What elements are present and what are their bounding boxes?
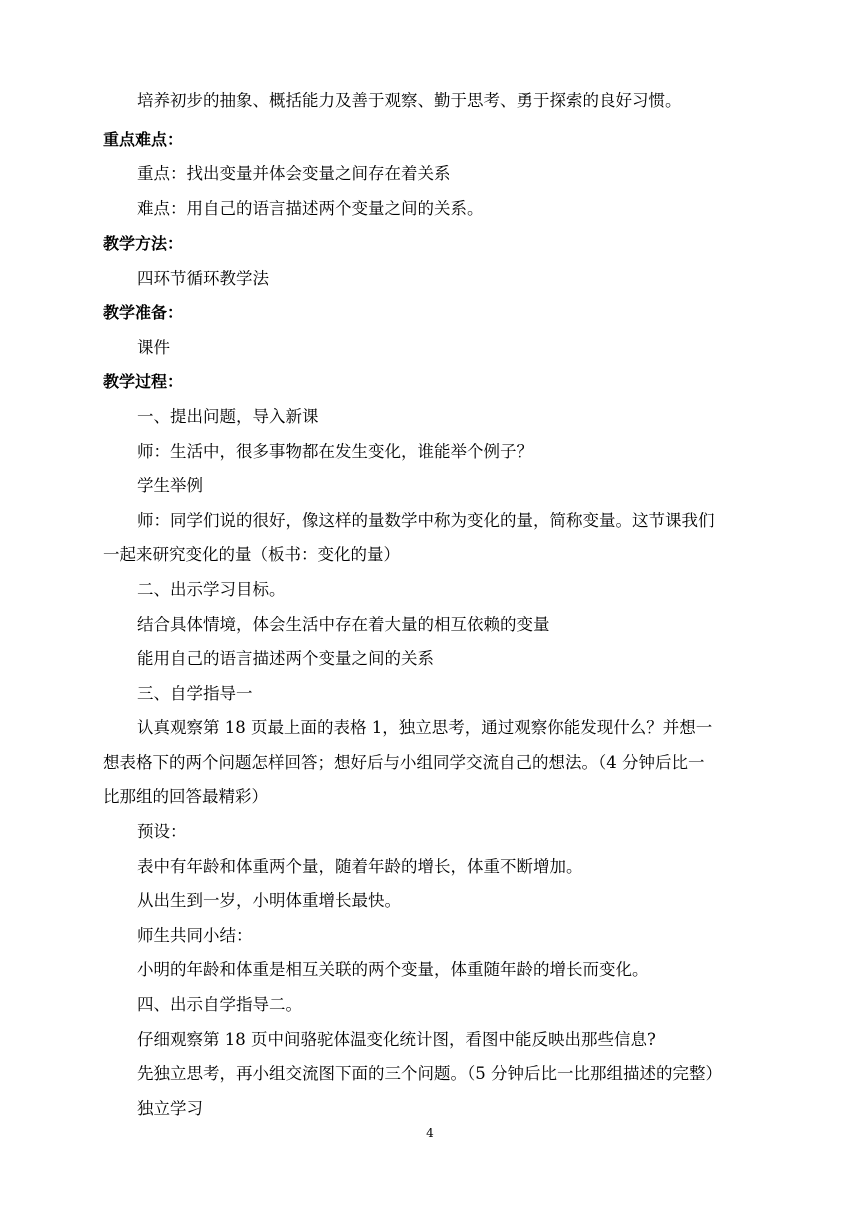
paragraph-courseware: 课件 [137, 338, 170, 357]
paragraph-preset: 预设： [137, 822, 187, 841]
paragraph-guide-1-line-3: 比那组的回答最精彩） [103, 787, 268, 806]
paragraph-key-point: 重点：找出变量并体会变量之间存在着关系 [137, 164, 451, 183]
paragraph-summary-label: 师生共同小结： [137, 926, 253, 945]
section-four-title: 四、出示自学指导二。 [137, 995, 302, 1014]
heading-key-difficult-points: 重点难点： [103, 130, 184, 149]
paragraph-student-examples: 学生举例 [137, 476, 203, 495]
paragraph-independent-study: 独立学习 [137, 1099, 203, 1118]
section-two-title: 二、出示学习目标。 [137, 580, 286, 599]
paragraph-goal-1: 结合具体情境，体会生活中存在着大量的相互依赖的变量 [137, 615, 550, 634]
paragraph-goal-2: 能用自己的语言描述两个变量之间的关系 [137, 649, 434, 668]
paragraph-preset-1: 表中有年龄和体重两个量，随着年龄的增长，体重不断增加。 [137, 857, 583, 876]
paragraph-habits: 培养初步的抽象、概括能力及善于观察、勤于思考、勇于探索的良好习惯。 [137, 91, 682, 110]
paragraph-teacher-question: 师：生活中，很多事物都在发生变化，谁能举个例子？ [137, 442, 533, 461]
paragraph-guide-1-line-2: 想表格下的两个问题怎样回答；想好后与小组同学交流自己的想法。（4 分钟后比一 [103, 753, 705, 772]
paragraph-preset-2: 从出生到一岁，小明体重增长最快。 [137, 891, 401, 910]
page-number: 4 [426, 1126, 434, 1140]
paragraph-teacher-remark-1: 师：同学们说的很好，像这样的量数学中称为变化的量，简称变量。这节课我们 [137, 511, 715, 530]
paragraph-guide-1-line-1: 认真观察第 18 页最上面的表格 1，独立思考，通过观察你能发现什么？并想一 [137, 718, 713, 737]
paragraph-method: 四环节循环教学法 [137, 269, 269, 288]
heading-teaching-process: 教学过程： [103, 372, 184, 391]
section-three-title: 三、自学指导一 [137, 684, 253, 703]
section-one-title: 一、提出问题，导入新课 [137, 407, 319, 426]
paragraph-difficult-point: 难点：用自己的语言描述两个变量之间的关系。 [137, 199, 484, 218]
paragraph-guide-2-line-1: 仔细观察第 18 页中间骆驼体温变化统计图，看图中能反映出那些信息? [137, 1030, 656, 1049]
paragraph-teacher-remark-2: 一起来研究变化的量（板书：变化的量） [103, 545, 400, 564]
paragraph-summary: 小明的年龄和体重是相互关联的两个变量，体重随年龄的增长而变化。 [137, 960, 649, 979]
heading-teaching-method: 教学方法： [103, 234, 184, 253]
paragraph-guide-2-line-2: 先独立思考，再小组交流图下面的三个问题。（5 分钟后比一比那组描述的完整） [137, 1064, 722, 1083]
heading-preparation: 教学准备： [103, 303, 184, 322]
